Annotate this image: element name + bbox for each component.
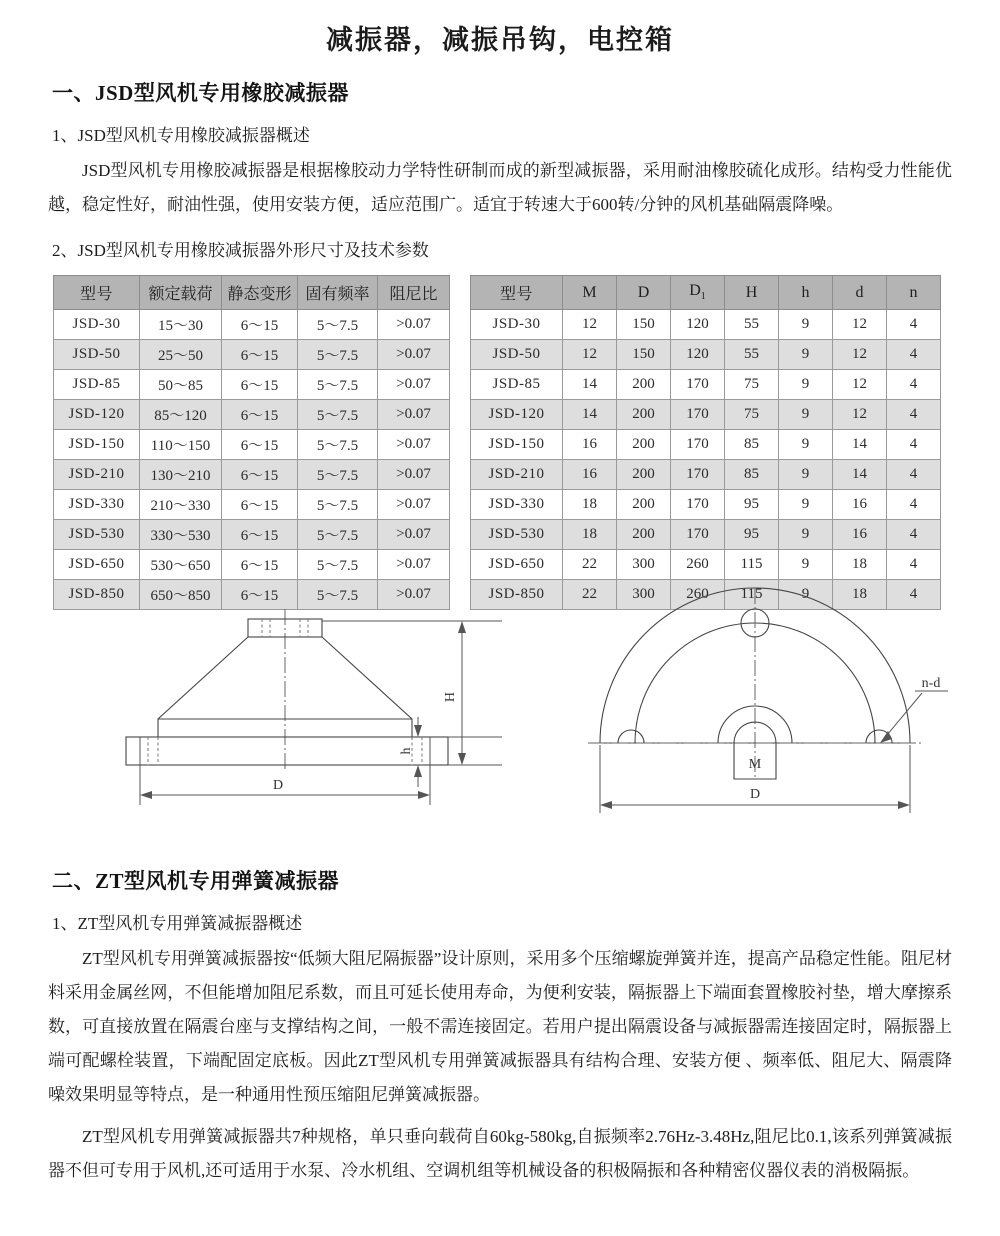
cell-d1: 120 (671, 340, 725, 370)
section1-overview-paragraph: JSD型风机专用橡胶减振器是根据橡胶动力学特性研制而成的新型减振器，采用耐油橡胶硫化成形。结构受力性能优越，稳定性好，耐油性强，使用安装方便，适应范围广。适宜于转速大于600转/分钟的风机基础隔震降噪。 (48, 161, 952, 214)
cell-static-deflection: 6～15 (222, 580, 298, 610)
cell-damping-ratio: >0.07 (378, 580, 450, 610)
column-header-h-lower: h (779, 276, 833, 310)
cell-model: JSD-150 (54, 430, 140, 460)
cell-d1: 120 (671, 310, 725, 340)
column-header-n: n (887, 276, 941, 310)
label-M: M (748, 757, 762, 772)
dimension-label-h: h (399, 747, 414, 755)
cell-model: JSD-120 (54, 400, 140, 430)
table-row (471, 550, 941, 580)
cell-model: JSD-530 (54, 520, 140, 550)
table-row (471, 310, 941, 340)
arrow-D-right (418, 791, 430, 799)
table-header-row (54, 276, 450, 310)
section1-heading: 一、JSD型风机专用橡胶减振器 (52, 81, 349, 105)
cell-n: 4 (887, 340, 941, 370)
cell-model: JSD-30 (54, 310, 140, 340)
cell-h-lower: 9 (779, 580, 833, 610)
cell-static-deflection: 6～15 (222, 340, 298, 370)
cell-static-deflection: 6～15 (222, 460, 298, 490)
cell-n: 4 (887, 490, 941, 520)
cell-model: JSD-50 (471, 340, 563, 370)
arrow-H-bottom (458, 753, 466, 765)
table-row (471, 490, 941, 520)
cell-static-deflection: 6～15 (222, 520, 298, 550)
section-jsd-rubber-damper (0, 77, 1000, 261)
cell-m: 22 (563, 550, 617, 580)
cell-d: 200 (617, 430, 671, 460)
cell-h-lower: 9 (779, 430, 833, 460)
cell-n: 4 (887, 460, 941, 490)
cell-damping-ratio: >0.07 (378, 490, 450, 520)
arrow-D-right (898, 801, 910, 809)
cell-rated-load: 25～50 (140, 340, 222, 370)
column-header-d1 (671, 276, 725, 310)
cell-rated-load: 130～210 (140, 460, 222, 490)
table-row (54, 460, 450, 490)
dimension-label-D: D (749, 787, 761, 802)
cell-d1: 170 (671, 520, 725, 550)
cell-damping-ratio: >0.07 (378, 370, 450, 400)
drawing-plan-view (570, 583, 950, 833)
table-row (54, 550, 450, 580)
cell-model: JSD-850 (54, 580, 140, 610)
table-row (54, 310, 450, 340)
cell-h-lower: 9 (779, 490, 833, 520)
section2-paragraph-1: ZT型风机专用弹簧减振器按“低频大阻尼隔振器”设计原则，采用多个压缩螺旋弹簧并连，提高产品稳定性能。阻尼材料采用金属丝网，不但能增加阻尼系数，而且可延长使用寿命，为便利安装，隔振器上下端面套置橡胶衬垫，增大摩擦系数，可直接放置在隔震台座与支撑结构之间，一般不需连接固定。若用户提出隔震设备与减振器需连接固定时，隔振器上端可配螺栓装置，下端配固定底板。因此ZT型风机专用弹簧减振器具有结构合理、安装方便 、频率低、阻尼大、隔震降噪效果明显等特点，是一种通用性预压缩阻尼弹簧减振器。 (48, 949, 952, 1104)
table-row (54, 400, 450, 430)
cell-damping-ratio: >0.07 (378, 400, 450, 430)
cell-h-lower: 9 (779, 370, 833, 400)
section2-heading: 二、ZT型风机专用弹簧减振器 (52, 869, 340, 893)
arrow-h-down (414, 725, 422, 737)
cell-natural-frequency: 5～7.5 (298, 460, 378, 490)
arrow-D-left (600, 801, 612, 809)
cell-h-upper: 95 (725, 520, 779, 550)
cell-model: JSD-330 (54, 490, 140, 520)
cell-natural-frequency: 5～7.5 (298, 430, 378, 460)
cell-model: JSD-150 (471, 430, 563, 460)
cell-natural-frequency: 5～7.5 (298, 310, 378, 340)
cell-d1: 170 (671, 430, 725, 460)
column-header-model: 型号 (54, 276, 140, 310)
cell-rated-load: 330～530 (140, 520, 222, 550)
cell-static-deflection: 6～15 (222, 370, 298, 400)
cell-d: 200 (617, 460, 671, 490)
table-row (471, 400, 941, 430)
cell-model: JSD-210 (54, 460, 140, 490)
cell-n: 4 (887, 520, 941, 550)
cell-model: JSD-530 (471, 520, 563, 550)
table-header-row (471, 276, 941, 310)
column-header-static-deflection: 静态变形 (222, 276, 298, 310)
cell-h-lower: 9 (779, 460, 833, 490)
cell-model: JSD-650 (471, 550, 563, 580)
column-header-h-upper: H (725, 276, 779, 310)
table-row (471, 370, 941, 400)
cell-natural-frequency: 5～7.5 (298, 520, 378, 550)
cell-h-upper: 115 (725, 550, 779, 580)
table-row (471, 340, 941, 370)
cell-n: 4 (887, 580, 941, 610)
cell-h-upper: 55 (725, 340, 779, 370)
cell-damping-ratio: >0.07 (378, 430, 450, 460)
cell-model: JSD-330 (471, 490, 563, 520)
cell-rated-load: 530～650 (140, 550, 222, 580)
cell-bolt-d: 14 (833, 460, 887, 490)
cell-model: JSD-50 (54, 340, 140, 370)
section2-sub1-heading: 1、ZT型风机专用弹簧减振器概述 (52, 914, 303, 933)
spec-tables-container (0, 275, 1000, 604)
section1-sub1-heading: 1、JSD型风机专用橡胶减振器概述 (52, 126, 310, 145)
cell-model: JSD-650 (54, 550, 140, 580)
cell-m: 12 (563, 340, 617, 370)
table-row (54, 430, 450, 460)
cell-h-upper: 95 (725, 490, 779, 520)
cell-m: 18 (563, 490, 617, 520)
cell-d: 200 (617, 400, 671, 430)
column-header-rated-load: 额定载荷 (140, 276, 222, 310)
column-header-d: D (617, 276, 671, 310)
cell-rated-load: 15～30 (140, 310, 222, 340)
cell-bolt-d: 12 (833, 310, 887, 340)
dimension-label-H: H (443, 691, 458, 703)
arrow-nd (880, 731, 892, 743)
cell-static-deflection: 6～15 (222, 430, 298, 460)
cell-m: 16 (563, 460, 617, 490)
cell-rated-load: 110～150 (140, 430, 222, 460)
cell-d: 150 (617, 310, 671, 340)
table-row (471, 520, 941, 550)
cell-n: 4 (887, 400, 941, 430)
table-technical-parameters (53, 275, 450, 610)
cell-d1: 170 (671, 490, 725, 520)
bolt-hole-left (618, 730, 644, 743)
cell-m: 18 (563, 520, 617, 550)
cell-model: JSD-85 (54, 370, 140, 400)
technical-drawings-container (0, 597, 1000, 845)
page-title: 减振器，减振吊钩，电控箱 (326, 25, 674, 56)
cell-model: JSD-120 (471, 400, 563, 430)
cell-model: JSD-85 (471, 370, 563, 400)
cell-rated-load: 650～850 (140, 580, 222, 610)
column-header-d1-subscript: 1 (700, 291, 706, 303)
cell-d: 150 (617, 340, 671, 370)
column-header-m: M (563, 276, 617, 310)
cell-damping-ratio: >0.07 (378, 460, 450, 490)
cell-model: JSD-210 (471, 460, 563, 490)
table-row (471, 460, 941, 490)
cell-bolt-d: 12 (833, 340, 887, 370)
dimension-label-D: D (272, 778, 284, 793)
cell-h-upper: 75 (725, 370, 779, 400)
cell-d: 200 (617, 520, 671, 550)
table-dimensions (470, 275, 941, 610)
table-row (54, 370, 450, 400)
arrow-h-up (414, 765, 422, 777)
cell-m: 14 (563, 370, 617, 400)
cell-d1: 260 (671, 550, 725, 580)
cell-bolt-d: 18 (833, 550, 887, 580)
cell-h-lower: 9 (779, 400, 833, 430)
cell-n: 4 (887, 310, 941, 340)
cell-d1: 170 (671, 400, 725, 430)
cell-model: JSD-30 (471, 310, 563, 340)
cell-natural-frequency: 5～7.5 (298, 580, 378, 610)
cell-n: 4 (887, 370, 941, 400)
cell-static-deflection: 6～15 (222, 400, 298, 430)
cell-natural-frequency: 5～7.5 (298, 370, 378, 400)
cell-d: 200 (617, 370, 671, 400)
cell-m: 14 (563, 400, 617, 430)
arrow-H-top (458, 621, 466, 633)
cell-model: JSD-850 (471, 580, 563, 610)
cell-damping-ratio: >0.07 (378, 550, 450, 580)
cell-h-upper: 75 (725, 400, 779, 430)
cell-d: 300 (617, 550, 671, 580)
cell-bolt-d: 16 (833, 520, 887, 550)
cell-n: 4 (887, 550, 941, 580)
drawing-cross-section (110, 597, 530, 827)
cell-h-upper: 115 (725, 580, 779, 610)
cell-damping-ratio: >0.07 (378, 520, 450, 550)
cell-h-lower: 9 (779, 310, 833, 340)
cell-m: 16 (563, 430, 617, 460)
cell-static-deflection: 6～15 (222, 490, 298, 520)
cell-d: 200 (617, 490, 671, 520)
cell-n: 4 (887, 430, 941, 460)
cell-d1: 170 (671, 370, 725, 400)
cell-natural-frequency: 5～7.5 (298, 340, 378, 370)
column-header-damping-ratio: 阻尼比 (378, 276, 450, 310)
table-row (54, 520, 450, 550)
cell-h-upper: 85 (725, 460, 779, 490)
label-n-d: n-d (921, 676, 941, 691)
cell-h-lower: 9 (779, 550, 833, 580)
column-header-natural-frequency: 固有频率 (298, 276, 378, 310)
cell-rated-load: 210～330 (140, 490, 222, 520)
cell-h-upper: 55 (725, 310, 779, 340)
column-header-d1-base: D (689, 282, 701, 300)
cell-natural-frequency: 5～7.5 (298, 400, 378, 430)
cell-h-upper: 85 (725, 430, 779, 460)
cell-damping-ratio: >0.07 (378, 340, 450, 370)
cell-h-lower: 9 (779, 520, 833, 550)
cell-bolt-d: 12 (833, 370, 887, 400)
cell-bolt-d: 18 (833, 580, 887, 610)
section-zt-spring-damper (0, 865, 1000, 1188)
cell-damping-ratio: >0.07 (378, 310, 450, 340)
cell-bolt-d: 12 (833, 400, 887, 430)
cell-rated-load: 85～120 (140, 400, 222, 430)
cell-bolt-d: 16 (833, 490, 887, 520)
cell-natural-frequency: 5～7.5 (298, 550, 378, 580)
cell-natural-frequency: 5～7.5 (298, 490, 378, 520)
section1-sub2-heading: 2、JSD型风机专用橡胶减振器外形尺寸及技术参数 (52, 241, 429, 260)
table-row (54, 490, 450, 520)
cell-rated-load: 50～85 (140, 370, 222, 400)
cell-m: 12 (563, 310, 617, 340)
cell-h-lower: 9 (779, 340, 833, 370)
table-row (471, 430, 941, 460)
arrow-D-left (140, 791, 152, 799)
cell-static-deflection: 6～15 (222, 310, 298, 340)
column-header-bolt-d: d (833, 276, 887, 310)
column-header-model: 型号 (471, 276, 563, 310)
cell-m: 22 (563, 580, 617, 610)
cell-d: 300 (617, 580, 671, 610)
cell-static-deflection: 6～15 (222, 550, 298, 580)
section2-paragraph-2: ZT型风机专用弹簧减振器共7种规格，单只垂向载荷自60kg-580kg,自振频率2.76Hz-3.48Hz,阻尼比0.1,该系列弹簧减振器不但可专用于风机,还可适用于水泵、冷水机组、空调机组等机械设备的积极隔振和各种精密仪器仪表的消极隔振。 (48, 1127, 952, 1180)
cell-bolt-d: 14 (833, 430, 887, 460)
cell-d1: 170 (671, 460, 725, 490)
table-row (54, 340, 450, 370)
cell-d1: 260 (671, 580, 725, 610)
